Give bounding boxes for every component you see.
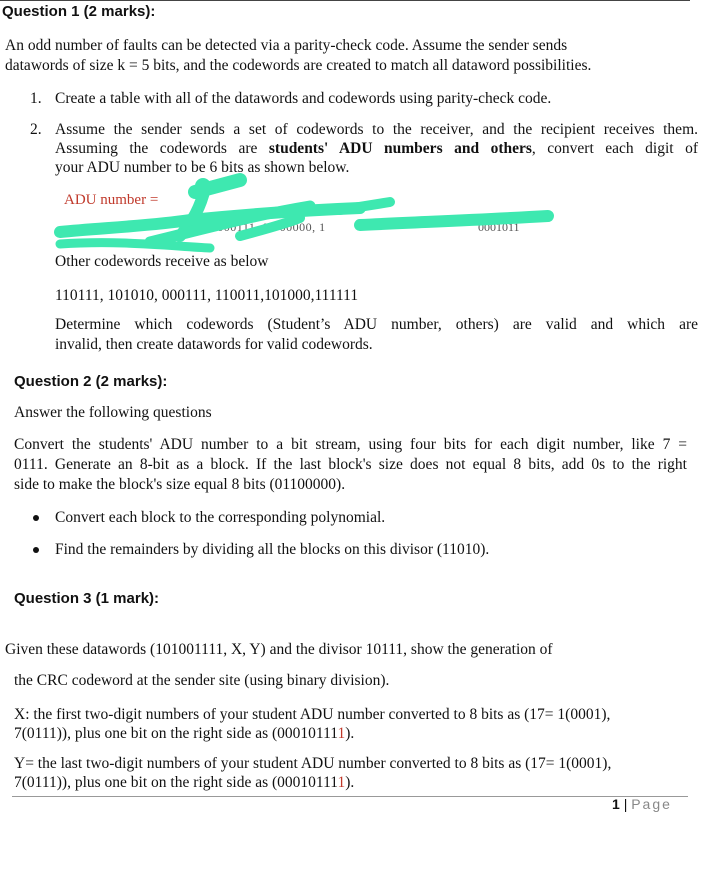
q1-item-2-line-1: Assume the sender sends a set of codewords to the receiver, and the recipient receives them. <box>55 121 698 138</box>
page-word: Page <box>631 796 672 812</box>
q2-convert-line-1: Convert the students' ADU number to a bit stream, using four bits for each digit number, like 7 = <box>14 436 687 453</box>
redacted-row-tail: 0001011 <box>478 220 520 234</box>
q2-answer-line: Answer the following questions <box>14 404 212 421</box>
footer-rule <box>12 796 688 797</box>
q1-intro-line-1: An odd number of faults can be detected via a parity-check code. Assume the sender sends <box>5 37 568 54</box>
q3-x-line-1: X: the first two-digit numbers of your student ADU number converted to 8 bits as (17= 1(0001), <box>14 706 611 723</box>
q3-given-line: Given these datawords (101001111, X, Y) and the divisor 10111, show the generation of <box>5 641 553 658</box>
q2-convert-line-2: 0111. Generate an 8-bit as a block. If the last block's size does not equal 8 bits, add 0s to the right <box>14 456 687 473</box>
page-footer <box>612 796 672 812</box>
q3-x-extra-bit: 1 <box>337 725 346 742</box>
q3-y-line-2 <box>14 773 354 793</box>
q3-y-extra-bit: 1 <box>337 774 346 791</box>
page-number: 1 <box>612 796 620 812</box>
q1-item-1-text: Create a table with all of the datawords and codewords using parity-check code. <box>55 90 552 107</box>
q1-item-2-line-2-bold: students' ADU numbers and others <box>268 140 532 157</box>
q2-bullet-2-text: Find the remainders by dividing all the blocks on this divisor (11010). <box>55 541 490 558</box>
q1-item-2-line-2-end: , convert each digit of <box>531 140 698 157</box>
q3-x-line-2 <box>14 724 354 744</box>
q2-bullet-1-text: Convert each block to the corresponding polynomial. <box>55 509 386 526</box>
q1-item-2-line-2 <box>55 139 698 159</box>
q3-x-bits: 7(0111)), plus one bit on the right side as (00010111 <box>14 725 338 742</box>
redaction-marker-scribble <box>40 170 560 260</box>
q1-item-2-line-2-start: Assuming the codewords are <box>55 140 258 157</box>
q2-convert-line-3: side to make the block's size equal 8 bits (01100000). <box>14 476 346 493</box>
top-rule <box>0 0 690 1</box>
q2-bullet-1-marker <box>33 515 39 521</box>
q3-y-line-1: Y= the last two-digit numbers of your student ADU number converted to 8 bits as (17= 1(0001), <box>14 755 612 772</box>
page-separator: | <box>623 796 628 812</box>
q1-item-1-number: 1. <box>30 90 42 107</box>
adu-number-label: ADU number = <box>64 192 159 208</box>
other-codewords-values: 110111, 101010, 000111, 110011,101000,111111 <box>55 287 359 304</box>
q1-item-2-number: 2. <box>30 121 42 138</box>
q3-x-close: ). <box>345 725 355 742</box>
q1-determine-line-2: invalid, then create datawords for valid codewords. <box>55 336 373 353</box>
q3-y-bits: 7(0111)), plus one bit on the right side as (00010111 <box>14 774 338 791</box>
q1-determine-line-1: Determine which codewords (Student’s ADU number, others) are valid and which are <box>55 316 698 333</box>
question-2-heading: Question 2 (2 marks): <box>14 373 168 390</box>
question-3-heading: Question 3 (1 mark): <box>14 590 160 607</box>
q3-crc-line: the CRC codeword at the sender site (using binary division). <box>14 672 390 689</box>
q1-item-2-line-3: your ADU number to be 6 bits as shown below. <box>55 159 350 176</box>
q3-y-close: ). <box>345 774 355 791</box>
other-codewords-label: Other codewords receive as below <box>55 253 269 270</box>
q2-bullet-2-marker <box>33 547 39 553</box>
question-1-heading: Question 1 (2 marks): <box>2 3 156 20</box>
q1-intro-line-2: datawords of size k = 5 bits, and the codewords are created to match all dataword possibilities. <box>5 57 592 74</box>
redacted-row-fragment: 00, 7 =000111, 0 =00000, 1 <box>180 220 326 234</box>
